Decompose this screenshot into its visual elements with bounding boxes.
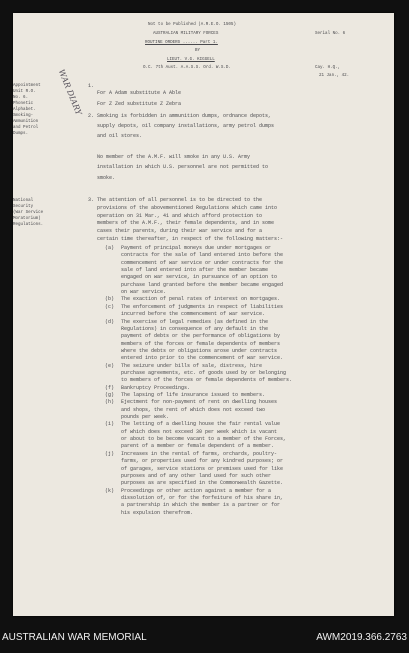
s1-label-line: Unit R.O. (13, 90, 36, 94)
s2-line: No member of the A.M.F. will smoke in any U.S. Army (97, 154, 251, 160)
s3-item-line: purposes as are specified in the Commonwealth Gazette. (121, 480, 284, 487)
s3-intro-line: cases their parents, during their war service and for a (97, 228, 263, 235)
s3-item-line: to members of the forces or female dependents of members. (121, 377, 293, 384)
s3-label-line: Regulations. (13, 223, 44, 227)
s3-item-line: entered into prior to the commencement of war service. (121, 355, 284, 362)
s3-label-line: Moratorium) (13, 217, 41, 221)
s2-line: smoke. (97, 175, 116, 181)
s1-label-line: Appointment (13, 84, 41, 88)
footer-right-text: AWM2019.366.2763 (316, 632, 407, 643)
s3-intro-line: provisions of the abovementioned Regulations which came into (97, 204, 278, 211)
s2-line: Smoking is forbidden in ammunition dumps, ordnance depots, (97, 113, 272, 119)
s1-line: For A Adam substitute A Able (97, 90, 182, 96)
s3-intro-line: members of the A.M.F., their female dependents, and in some (97, 220, 275, 227)
s2-label-line: Smoking- (13, 114, 34, 118)
s3-intro-line: The attention of all personnel is to be directed to the (97, 197, 263, 203)
s3-item-line: engaged on war service, in pursuance of an option to (121, 274, 278, 281)
s3-item-line: purchase land granted before the member became engaged (121, 281, 284, 288)
header-date: 21 Jan., 42. (319, 74, 350, 78)
s2-line: and oil stores. (97, 133, 143, 139)
s3-item-line: dissolution of, or for the forfeiture of his share in, (121, 494, 284, 501)
s3-item-line: The exaction of penal rates of interest on mortgages. (121, 296, 281, 303)
handwritten-war-diary: WAR DIARY (56, 68, 84, 117)
s3-item-line: payment of debts or the performance of obligations by (121, 333, 281, 340)
s3-item-marker: (b) (105, 296, 115, 303)
s3-item-line: parent of a member or female dependent of a member. (121, 443, 275, 450)
document-page (13, 13, 394, 616)
s3-item-line: The seizure under bills of sale, distress, hire (121, 362, 263, 369)
s1-label-line: Alphabet. (13, 108, 36, 112)
header-officer: LIEUT. V.G. KIGGELL (167, 58, 215, 62)
footer-left-text: AUSTRALIAN WAR MEMORIAL (2, 632, 147, 643)
s3-item-line: The lapsing of life insurance issued to members. (121, 392, 266, 398)
s3-item-line: Bankruptcy Proceedings. (121, 384, 191, 391)
s3-item-line: contracts for the sale of land entered into before the (121, 252, 284, 259)
s3-item-line: of which does not exceed 30 per week which is vacant (121, 428, 278, 435)
s3-item-marker: (h) (105, 399, 115, 406)
s2-label-line: and Petrol (13, 126, 39, 130)
s3-item-line: Proceedings or other action against a member for a (121, 487, 272, 494)
s3-item-line: The exercise of legal remedies (as defined in the (121, 318, 269, 325)
header-by: BY (195, 49, 201, 53)
s3-item-line: where the debts or obligations arose under contracts (121, 347, 278, 354)
s3-item-line: pounds per week. (121, 414, 170, 421)
s3-item-line: of garages, service stations or premises used for like (121, 465, 284, 472)
s1-line: For Z Zed substitute Z Zebra (97, 101, 182, 107)
s3-item-line: purchase agreements, etc. of goods used by or belonging (121, 369, 287, 376)
s3-item-line: sale of land entered into after the member became (121, 267, 269, 274)
s3-item-line: Regulations) in consequence of any default in the (121, 325, 269, 332)
header-routine-orders: ROUTINE ORDERS ...... Part 1. (145, 41, 218, 45)
s3-item-line: and shops, the rent of which does not exceed two (121, 406, 266, 413)
header-unit: O.C. 7th Aust. A.A.S.S. Ord. W.S.D. (143, 66, 231, 70)
s3-item-marker: (a) (105, 245, 115, 251)
s3-item-line: Payment of principal moneys due under mortgages or (121, 245, 272, 251)
s3-item-line: members of the forces or female dependents of members (121, 340, 281, 347)
s3-item-line: or about to be become vacant to a member of the Forces, (121, 436, 287, 443)
header-place: Cay. H.Q., (315, 66, 341, 70)
s3-item-marker: (f) (105, 384, 115, 391)
header-forces: AUSTRALIAN MILITARY FORCES (153, 32, 219, 36)
s3-item-line: The enforcement of judgments in respect of liabilities (121, 303, 284, 310)
s3-item-marker: (i) (105, 421, 115, 428)
s2-label-line: Dumps. (13, 132, 29, 136)
s3-item-marker: (j) (105, 450, 115, 457)
s3-item-marker: (c) (105, 303, 115, 310)
s3-item-line: commencement of war service or under contracts for the (121, 259, 284, 266)
s3-item-marker: (k) (105, 487, 115, 494)
s3-label-line: (War Service (13, 211, 44, 215)
s3-item-marker: (d) (105, 318, 115, 325)
s1-label-line: Phonetic (13, 102, 34, 106)
footer-bar (0, 628, 409, 653)
s3-intro-line: operation on 31 Mar., 41 and which afford protection to (97, 212, 263, 219)
s3-item-line: farms, or properties used for any kindred purposes; or (121, 458, 284, 465)
s2-label-line: Ammunition (13, 120, 39, 124)
s3-item-line: incurred before the commencement of war service. (121, 311, 266, 318)
s3-intro-line: certain time thereafter, in respect of the following matters:- (97, 236, 284, 242)
s2-line: supply depots, oil company installations, army petrol dumps (97, 123, 275, 129)
header-not-published: Not to be Published (A.R.E.O. 1505) (148, 23, 236, 27)
s2-line: installation in which U.S. personnel are not permitted to (97, 164, 269, 170)
s1-number: 1. (88, 83, 95, 89)
s3-number: 3. (88, 197, 95, 203)
s3-item-line: on war service. (121, 289, 167, 296)
s3-item-line: a partnership in which the member is a partner or for (121, 502, 281, 509)
s3-item-line: The letting of a dwelling house the fair rental value (121, 421, 281, 428)
s1-label-line: No. 6. (13, 96, 29, 100)
s3-item-marker: (e) (105, 362, 115, 369)
s3-item-line: Increases in the rental of farms, orchards, poultry- (121, 450, 278, 457)
s3-item-line: his expulsion therefrom. (121, 509, 194, 516)
serial-number: Serial No. 6 (315, 32, 346, 36)
s3-label-line: National (13, 199, 34, 203)
s3-item-line: purposes and of any other land used for such other (121, 472, 272, 479)
s2-number: 2. (88, 113, 95, 119)
s3-label-line: Security (13, 205, 34, 209)
s3-item-marker: (g) (105, 392, 115, 398)
s3-item-line: Ejectment for non-payment of rent on dwelling houses (121, 399, 278, 406)
